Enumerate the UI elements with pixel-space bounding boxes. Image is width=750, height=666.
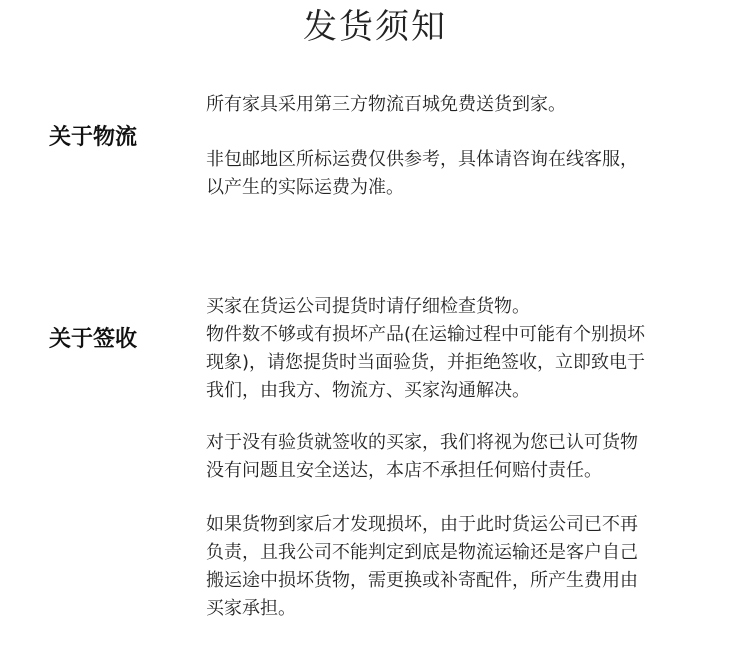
paragraph-line: 所有家具采用第三方物流百城免费送货到家。 [206,94,566,115]
paragraph-line: 搬运途中损坏货物，需更换或补寄配件，所产生费用由 [206,570,638,591]
section-heading-receipt: 关于签收 [49,327,138,352]
receipt-paragraph-1 [206,293,726,405]
section-heading-logistics: 关于物流 [49,125,138,150]
receipt-paragraph-3 [206,511,726,623]
paragraph-line: 如果货物到家后才发现损坏，由于此时货运公司已不再 [206,514,638,535]
paragraph-line: 买家承担。 [206,598,296,619]
paragraph-line: 我们，由我方、物流方、买家沟通解决。 [206,380,530,401]
paragraph-line: 以产生的实际运费为准。 [206,177,404,198]
paragraph-line: 非包邮地区所标运费仅供参考，具体请咨询在线客服， [206,149,638,170]
paragraph-line: 负责，且我公司不能判定到底是物流运输还是客户自己 [206,542,638,563]
paragraph-line: 买家在货运公司提货时请仔细检查货物。 [206,296,530,317]
paragraph-line: 现象)，请您提货时当面验货，并拒绝签收，立即致电于 [206,352,646,373]
logistics-paragraph-1 [206,91,726,119]
paragraph-line: 没有问题且安全送达，本店不承担任何赔付责任。 [206,460,602,481]
receipt-paragraph-2 [206,429,726,485]
logistics-paragraph-2 [206,146,726,202]
paragraph-line: 对于没有验货就签收的买家，我们将视为您已认可货物 [206,432,638,453]
paragraph-line: 物件数不够或有损坏产品(在运输过程中可能有个别损坏 [206,324,646,345]
page-title: 发货须知 [303,6,447,47]
